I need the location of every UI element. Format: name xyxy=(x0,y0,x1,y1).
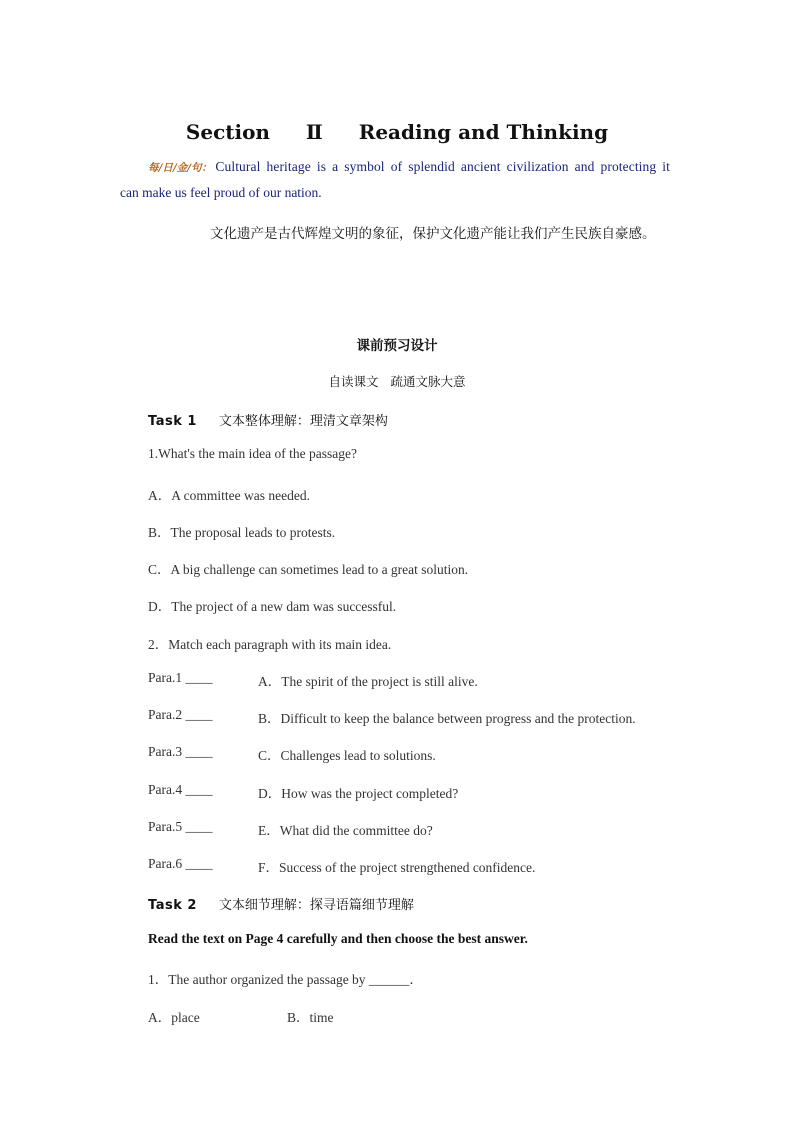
page-title xyxy=(0,120,794,144)
task1-question-2: 2．Match each paragraph with its main idea. xyxy=(148,637,392,652)
task1-option-a: A．A committee was needed. xyxy=(148,488,310,503)
task1-option-d: D．The project of a new dam was successful. xyxy=(148,599,397,614)
task1-desc: 文本整体理解：理清文章架构 xyxy=(218,414,388,429)
para-blank-1: Para.1 ____ xyxy=(148,670,213,685)
main-idea-b: B．Difficult to keep the balance between progress and the protection. xyxy=(258,711,636,726)
task2-option-a: A．place xyxy=(148,1010,200,1025)
task2-instruction: Read the text on Page 4 carefully and then choose the best answer. xyxy=(148,931,528,946)
main-idea-e: E．What did the committee do? xyxy=(258,823,433,838)
daily-sentence-label: 每/日/金/句： xyxy=(148,162,213,174)
main-idea-a: A．The spirit of the project is still alive. xyxy=(258,674,478,689)
para-blank-5: Para.5 ____ xyxy=(148,819,213,834)
daily-sentence-text-2: can make us feel proud of our nation. xyxy=(120,185,322,200)
task2-header xyxy=(148,894,414,913)
para-blank-3: Para.3 ____ xyxy=(148,744,213,759)
main-idea-d: D．How was the project completed? xyxy=(258,786,459,801)
para-blank-2: Para.2 ____ xyxy=(148,707,213,722)
task2-label: Task 2 xyxy=(148,898,197,913)
daily-sentence-translation: 文化遗产是古代辉煌文明的象征，保护文化遗产能让我们产生民族自豪感。 xyxy=(210,226,656,242)
section-sub-2: 疏通文脉大意 xyxy=(390,374,466,389)
task1-question-1: 1.What's the main idea of the passage? xyxy=(148,446,357,461)
section-subheading xyxy=(0,372,794,390)
main-idea-c: C．Challenges lead to solutions. xyxy=(258,748,436,763)
daily-sentence-line1 xyxy=(148,159,670,175)
main-idea-f: F．Success of the project strengthened confidence. xyxy=(258,860,536,875)
task1-label: Task 1 xyxy=(148,414,197,429)
daily-sentence-text-1: Cultural heritage is a symbol of splendid ancient civilization and protecting it xyxy=(215,159,671,174)
task2-option-b: B．time xyxy=(287,1010,334,1025)
section-sub-1: 自读课文 xyxy=(328,374,379,389)
task2-desc: 文本细节理解：探寻语篇细节理解 xyxy=(218,898,414,913)
task2-question-1: 1．The author organized the passage by ______． xyxy=(148,972,423,987)
title-reading-thinking: Reading and Thinking xyxy=(358,120,609,144)
title-section: Section xyxy=(185,120,270,144)
title-numeral: Ⅱ xyxy=(305,120,323,144)
task1-option-c: C．A big challenge can sometimes lead to a great solution. xyxy=(148,562,469,577)
section-heading: 课前预习设计 xyxy=(356,338,438,354)
para-blank-4: Para.4 ____ xyxy=(148,782,213,797)
para-blank-6: Para.6 ____ xyxy=(148,856,213,871)
task1-option-b: B．The proposal leads to protests. xyxy=(148,525,336,540)
task1-header xyxy=(148,410,388,429)
